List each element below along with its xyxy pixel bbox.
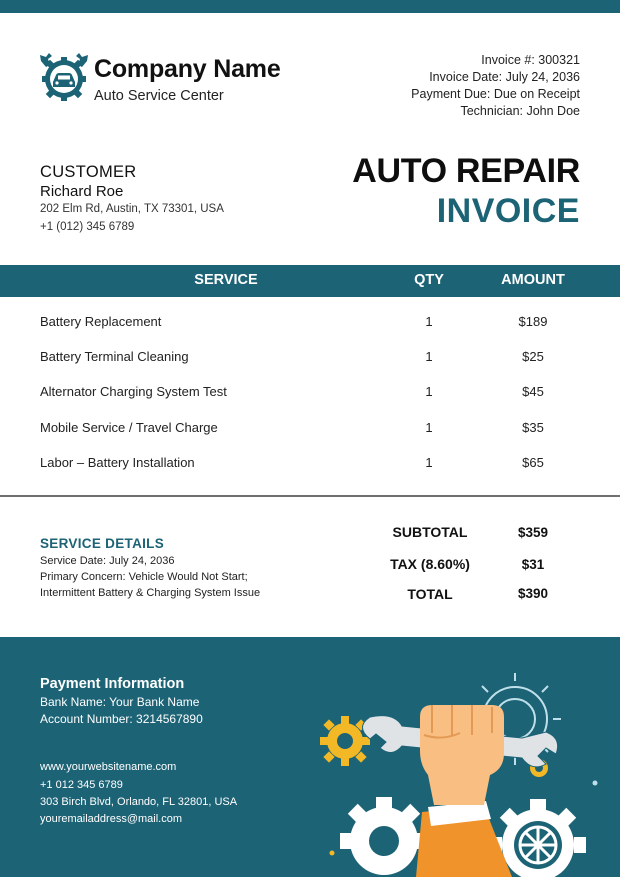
invoice-title-line1: AUTO REPAIR [352, 152, 580, 190]
table-row [0, 455, 620, 477]
company-subtitle: Auto Service Center [94, 88, 224, 104]
total-label: TOTAL [407, 586, 453, 602]
customer-label: CUSTOMER [40, 163, 137, 181]
tax-value: $31 [521, 557, 545, 572]
tax-label: TAX (8.60%) [390, 556, 470, 572]
service-concern-line1: Primary Concern: Vehicle Would Not Start; [40, 571, 248, 583]
row-service: Labor – Battery Installation [40, 455, 195, 470]
row-qty: 1 [425, 349, 433, 364]
row-qty: 1 [425, 455, 433, 470]
subtotal-value: $359 [517, 525, 549, 540]
fist-holding-wrench-with-gears-illustration [310, 657, 620, 877]
table-row [0, 420, 620, 442]
service-details-title: SERVICE DETAILS [40, 536, 165, 551]
top-accent-bar [0, 0, 620, 13]
row-qty: 1 [425, 420, 433, 435]
contact-email[interactable]: youremailaddress@mail.com [40, 813, 182, 825]
bank-name: Bank Name: Your Bank Name [40, 695, 200, 709]
invoice-number: Invoice #: 300321 [481, 53, 580, 67]
payment-title: Payment Information [40, 676, 185, 692]
header-qty: QTY [414, 272, 444, 288]
invoice-meta [411, 52, 580, 120]
table-row [0, 314, 620, 336]
row-qty: 1 [425, 314, 433, 329]
table-header [0, 265, 620, 297]
service-date: Service Date: July 24, 2036 [40, 555, 175, 567]
table-divider [0, 495, 620, 497]
car-gear-logo-icon [38, 51, 90, 103]
service-concern-line2: Intermittent Battery & Charging System Issue [40, 587, 261, 599]
row-amount: $35 [522, 420, 544, 435]
contact-address: 303 Birch Blvd, Orlando, FL 32801, USA [40, 796, 238, 808]
row-amount: $189 [518, 314, 548, 329]
row-service: Battery Replacement [40, 314, 162, 329]
table-row [0, 349, 620, 371]
header-service: SERVICE [194, 272, 258, 288]
customer-name: Richard Roe [40, 183, 124, 200]
customer-address: 202 Elm Rd, Austin, TX 73301, USA [40, 203, 224, 215]
row-service: Battery Terminal Cleaning [40, 349, 189, 364]
contact-phone: +1 012 345 6789 [40, 779, 123, 791]
subtotal-label: SUBTOTAL [392, 524, 468, 540]
invoice-title-line2: INVOICE [436, 192, 580, 230]
row-service: Mobile Service / Travel Charge [40, 420, 218, 435]
row-amount: $45 [522, 384, 544, 399]
payment-due: Payment Due: Due on Receipt [411, 87, 580, 101]
row-amount: $65 [522, 455, 544, 470]
company-name: Company Name [94, 55, 281, 83]
row-service: Alternator Charging System Test [40, 384, 227, 399]
technician: Technician: John Doe [460, 104, 580, 118]
header-amount: AMOUNT [501, 272, 565, 288]
footer-panel [0, 637, 620, 877]
total-value: $390 [517, 586, 549, 601]
invoice-date: Invoice Date: July 24, 2036 [429, 70, 580, 84]
row-qty: 1 [425, 384, 433, 399]
table-row [0, 384, 620, 406]
customer-phone: +1 (012) 345 6789 [40, 221, 135, 233]
account-number: Account Number: 3214567890 [40, 712, 203, 726]
row-amount: $25 [522, 349, 544, 364]
website-link[interactable]: www.yourwebsitename.com [40, 761, 177, 773]
